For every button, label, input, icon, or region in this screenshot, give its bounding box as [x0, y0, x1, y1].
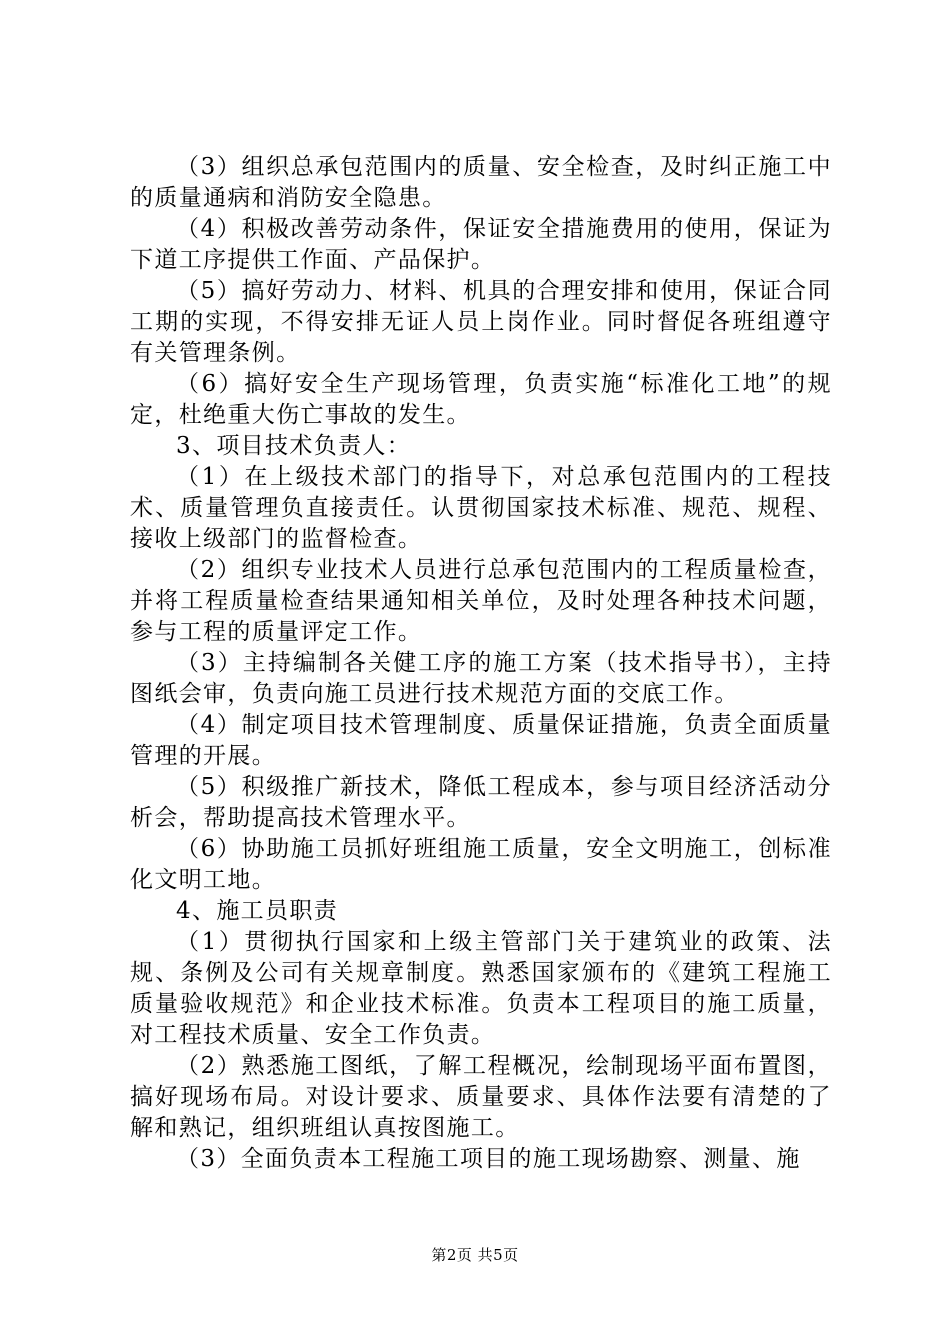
paragraph-tech-item-1: （1）在上级技术部门的指导下，对总承包范围内的工程技术、质量管理负直接责任。认贯彻国家技术标准、规范、规程、接收上级部门的监督检查。 — [130, 464, 832, 552]
paragraph-tech-item-6: （6）协助施工员抓好班组施工质量，安全文明施工，创标准化文明工地。 — [130, 836, 832, 893]
paragraph-item-5: （5）搞好劳动力、材料、机具的合理安排和使用，保证合同工期的实现，不得安排无证人员上岗作业。同时督促各班组遵守有关管理条例。 — [130, 278, 832, 366]
paragraph-tech-item-4: （4）制定项目技术管理制度、质量保证措施，负责全面质量管理的开展。 — [130, 712, 832, 769]
paragraph-tech-item-3: （3）主持编制各关健工序的施工方案（技术指导书），主持图纸会审，负责向施工员进行技术规范方面的交底工作。 — [130, 650, 832, 707]
document-body — [130, 152, 832, 1175]
paragraph-item-6: （6）搞好安全生产现场管理，负责实施“标准化工地”的规定，杜绝重大伤亡事故的发生。 — [130, 371, 832, 428]
section-heading-tech-lead: 3、项目技术负责人： — [176, 433, 412, 459]
paragraph-staff-item-1: （1）贯彻执行国家和上级主管部门关于建筑业的政策、法规、条例及公司有关规章制度。熟悉国家颁布的《建筑工程施工质量验收规范》和企业技术标准。负责本工程项目的施工质量，对工程技术质量、安全工作负责。 — [130, 929, 832, 1048]
paragraph-item-4: （4）积极改善劳动条件，保证安全措施费用的使用，保证为下道工序提供工作面、产品保护。 — [130, 216, 832, 273]
page-number-footer: 第2页 共5页 — [431, 1246, 519, 1264]
paragraph-tech-item-5: （5）积级推广新技术，降低工程成本，参与项目经济活动分析会，帮助提高技术管理水平。 — [130, 774, 832, 831]
paragraph-staff-item-3: （3）全面负责本工程施工项目的施工现场勘察、测量、施 — [176, 1146, 801, 1172]
paragraph-tech-item-2: （2）组织专业技术人员进行总承包范围内的工程质量检查，并将工程质量检查结果通知相关单位，及时处理各种技术问题，参与工程的质量评定工作。 — [130, 557, 832, 645]
section-heading-construction-staff: 4、施工员职责 — [176, 898, 339, 924]
paragraph-item-3: （3）组织总承包范围内的质量、安全检查，及时纠正施工中的质量通病和消防安全隐患。 — [130, 154, 832, 211]
paragraph-staff-item-2: （2）熟悉施工图纸，了解工程概况，绘制现场平面布置图，搞好现场布局。对设计要求、质量要求、具体作法要有清楚的了解和熟记，组织班组认真按图施工。 — [130, 1053, 832, 1141]
